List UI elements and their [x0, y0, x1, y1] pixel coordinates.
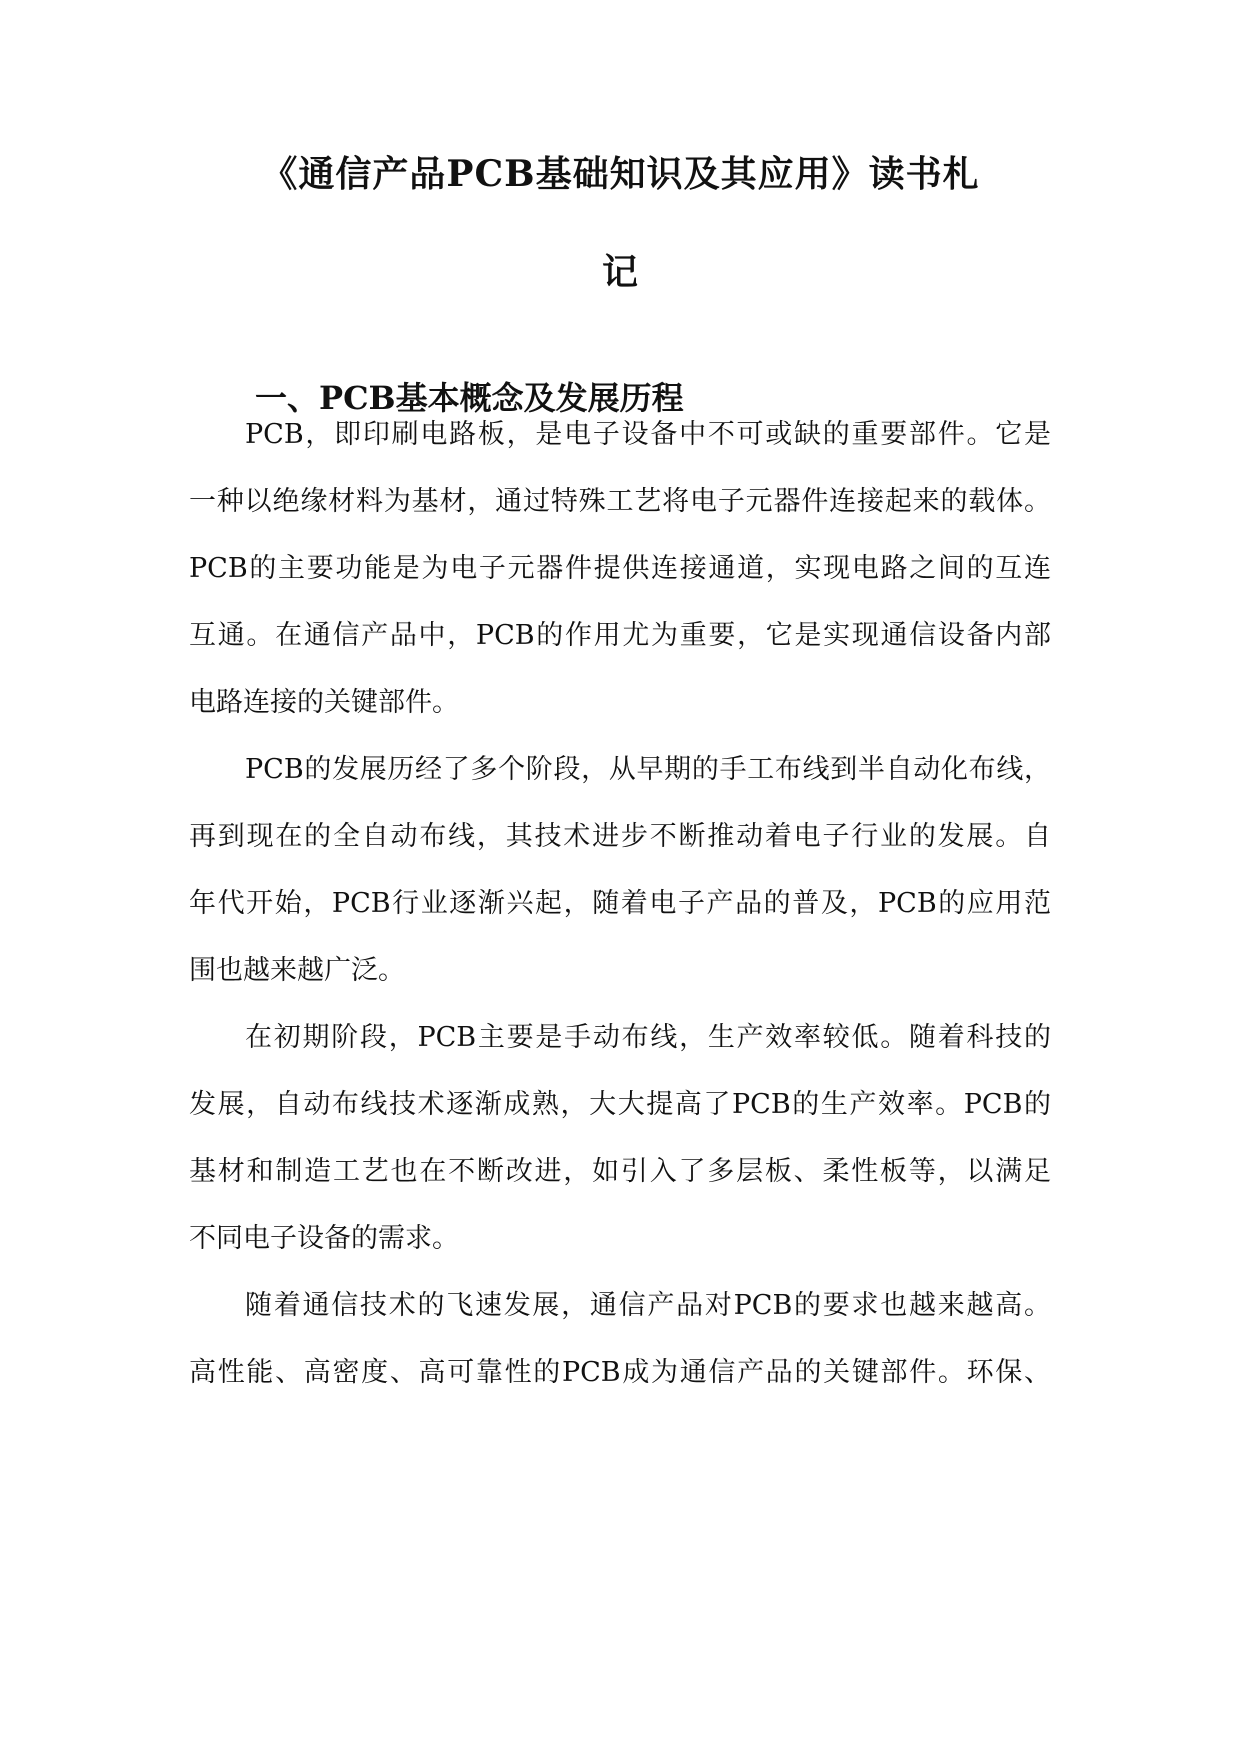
paragraph-line: 发展，自动布线技术逐渐成熟，大大提高了PCB的生产效率。PCB的 [189, 1089, 1051, 1120]
paragraph-line: 不同电子设备的需求。 [189, 1223, 459, 1254]
paragraph-line: 围也越来越广泛。 [189, 955, 405, 986]
paragraph-line: 年代开始，PCB行业逐渐兴起，随着电子产品的普及，PCB的应用范 [189, 888, 1051, 919]
paragraph-line: 基材和制造工艺也在不断改进，如引入了多层板、柔性板等，以满足 [189, 1156, 1051, 1187]
paragraph-line: 再到现在的全自动布线，其技术进步不断推动着电子行业的发展。自 [189, 821, 1051, 852]
paragraph-line: 一种以绝缘材料为基材，通过特殊工艺将电子元器件连接起来的载体。 [189, 486, 1051, 517]
paragraph-line: PCB，即印刷电路板，是电子设备中不可或缺的重要部件。它是 [245, 419, 1051, 450]
document-title-line-2: 记 [601, 251, 639, 293]
paragraph-line: 高性能、高密度、高可靠性的PCB成为通信产品的关键部件。环保、 [189, 1357, 1051, 1388]
paragraph-line: 电路连接的关键部件。 [189, 687, 459, 718]
paragraph-line: 随着通信技术的飞速发展，通信产品对PCB的要求也越来越高。 [245, 1290, 1051, 1321]
paragraph-line: 互通。在通信产品中，PCB的作用尤为重要，它是实现通信设备内部 [189, 620, 1051, 651]
paragraph-line: PCB的主要功能是为电子元器件提供连接通道，实现电路之间的互连 [189, 553, 1051, 584]
document-title-line-1: 《通信产品PCB基础知识及其应用》读书札 [261, 153, 980, 195]
section-heading: 一、PCB基本概念及发展历程 [255, 379, 684, 417]
paragraph-line: PCB的发展历经了多个阶段，从早期的手工布线到半自动化布线， [245, 754, 1051, 785]
paragraph-line: 在初期阶段，PCB主要是手动布线，生产效率较低。随着科技的 [245, 1022, 1051, 1053]
